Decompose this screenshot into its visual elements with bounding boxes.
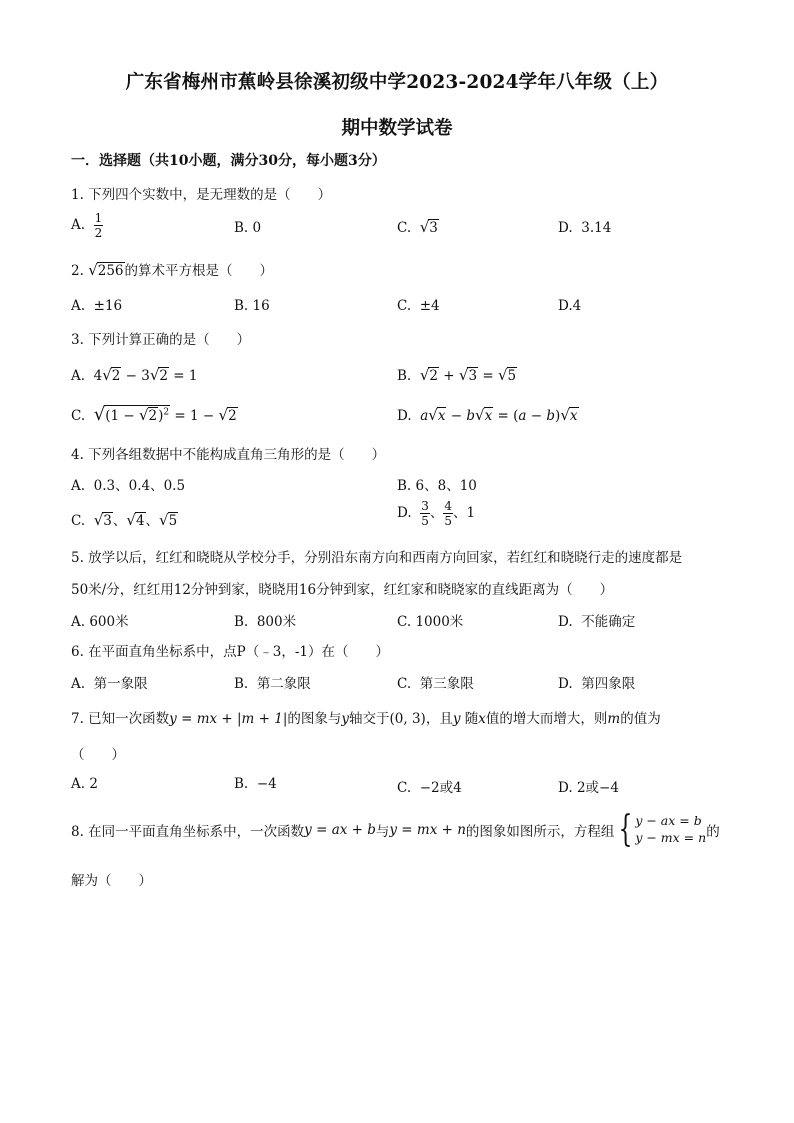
q6-option-d: D. 第四象限: [558, 676, 636, 692]
q6-option-c: C. 第三象限: [397, 676, 474, 692]
question-4-stem: 4. 下列各组数据中不能构成直角三角形的是（ ）: [71, 447, 386, 463]
q1-option-d: D. 3.14: [558, 220, 612, 236]
q1-option-a: A. $\frac{1}{2}$: [71, 211, 103, 240]
question-3-stem: 3. 下列计算正确的是（ ）: [71, 332, 251, 348]
question-7-stem-line2: （ ）: [71, 747, 125, 763]
q2-option-b: B. 16: [234, 298, 270, 314]
q5-option-a: A. 600米: [71, 614, 129, 630]
q1-option-b: B. 0: [234, 220, 262, 236]
q7-option-b: B. −4: [234, 776, 277, 792]
question-5-stem-line2: 50米/分，红红用12分钟到家，晓晓用16分钟到家，红红家和晓晓家的直线距离为（ ）: [71, 582, 614, 598]
question-8-stem-line1: 8. 在同一平面直角坐标系中，一次函数y = ax + b与y = mx + n的图象如图所示，方程组 { y − ax = b y − mx = n 的: [71, 809, 720, 850]
q1-option-c: C. √3: [397, 218, 438, 236]
q4-option-c: C. √3、√4、√5: [71, 511, 178, 529]
q6-option-a: A. 第一象限: [71, 676, 148, 692]
exam-title-line2: 期中数学试卷: [341, 118, 453, 139]
q3-option-a: A. 4√2 − 3√2 = 1: [71, 366, 198, 384]
q7-option-c: C. −2或4: [397, 780, 462, 796]
question-6-stem: 6. 在平面直角坐标系中，点P（﹣3，-1）在（ ）: [71, 644, 389, 660]
q2-option-a: A. ±16: [71, 298, 123, 314]
q5-option-d: D. 不能确定: [558, 614, 636, 630]
q3-option-b: B. √2 + √3 = √5: [397, 366, 517, 384]
equation-system: y − ax = b y − mx = n: [635, 813, 707, 845]
q5-option-b: B. 800米: [234, 614, 297, 630]
question-7-stem-line1: 7. 已知一次函数y = mx + |m + 1|的图象与y轴交于(0, 3)，且y 随x值的增大而增大，则m的值为: [71, 711, 661, 727]
question-1-stem: 1. 下列四个实数中，是无理数的是（ ）: [71, 187, 332, 203]
question-8-stem-line2: 解为（ ）: [71, 873, 152, 889]
q4-option-b: B. 6、8、10: [397, 478, 477, 494]
q6-option-b: B. 第二象限: [234, 676, 311, 692]
exam-title-line1: 广东省梅州市蕉岭县徐溪初级中学2023-2024学年八年级（上）: [125, 72, 669, 93]
q4-option-a: A. 0.3、0.4、0.5: [71, 478, 186, 494]
q2-option-d: D.4: [558, 298, 582, 314]
q2-option-c: C. ±4: [397, 298, 440, 314]
q3-option-d: D. a√x − b√x = (a − b)√x: [397, 406, 578, 424]
fraction-one-half: $\frac{1}{2}$: [94, 211, 103, 240]
equation-system-brace: {: [619, 809, 633, 850]
question-5-stem-line1: 5. 放学以后，红红和晓晓从学校分手，分别沿东南方向和西南方向回家，若红红和晓晓行走的速度都是: [71, 550, 683, 566]
q3-option-c: C. $√(1 - √2)^2 = 1 - √2$: [71, 404, 237, 425]
question-2-stem: 2. √256的算术平方根是（ ）: [71, 261, 274, 279]
q5-option-c: C. 1000米: [397, 614, 464, 630]
q4-option-d: D. $\frac{3}{5}$ 、 $\frac{4}{5}$ 、1: [397, 499, 476, 528]
section-heading: 一．选择题（共10小题，满分30分，每小题3分）: [71, 153, 386, 169]
q7-option-d: D. 2或−4: [558, 780, 619, 796]
q7-option-a: A. 2: [71, 776, 98, 792]
